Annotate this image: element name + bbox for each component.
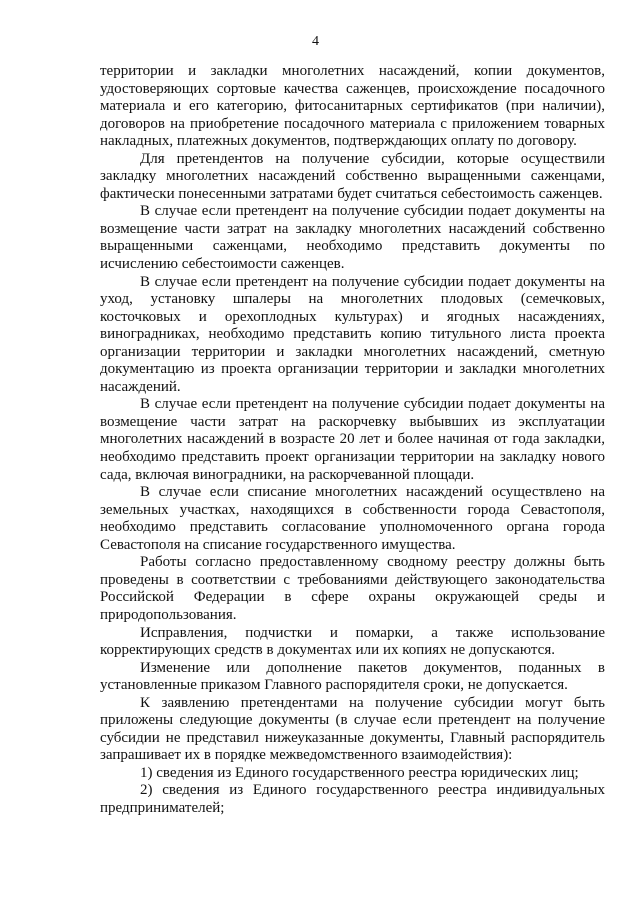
paragraph-corrections: Исправления, подчистки и помарки, а также использование корректирующих средств в документах или их копиях не допускаются. — [100, 624, 605, 659]
list-item-entrepreneurs-register: 2) сведения из Единого государственного реестра индивидуальных предпринимателей; — [100, 782, 605, 816]
paragraph-environmental-compliance: Работы согласно предоставленному сводному реестру должны быть проведены в соответствии с требованиями действующего законодательства Российской Федерации в сфере охраны окружающей среды и природопользования. — [100, 554, 605, 623]
paragraph-package-changes: Изменение или дополнение пакетов документов, поданных в установленные приказом Главного распорядителя сроки, не допускается. — [100, 659, 605, 694]
page-number: 4 — [312, 34, 319, 49]
paragraph-write-off: В случае если списание многолетних насаждений осуществлено на земельных участках, находящихся в собственности города Севастополя, необходимо представить согласование уполномоченного органа города Севастополя на списание государственного имущества. — [100, 484, 605, 553]
paragraph-own-seedlings-costs: Для претендентов на получение субсидии, которые осуществили закладку многолетних насаждений собственно выращенными саженцами, фактически понесенными затратами будет считаться себестоимость саженцев. — [100, 150, 605, 202]
paragraph-uprooting: В случае если претендент на получение субсидии подает документы на возмещение части затрат на раскорчевку выбывших из эксплуатации многолетних насаждений в возрасте 20 лет и более начиная от года закладки, необходимо представить проект организации территории на закладку нового сада, включая виноградники, на раскорчеванной площади. — [100, 396, 605, 483]
list-item-legal-entities-register: 1) сведения из Единого государственного реестра юридических лиц; — [140, 764, 579, 781]
paragraph-continuation: территории и закладки многолетних насаждений, копии документов, удостоверяющих сортовые качества саженцев, происхождение посадочного материала и его категорию, фитосанитарных сертификатов (при наличии), договоров на приобретение посадочного материала с приложением товарных накладных, платежных документов, подтверждающих оплату по договору. — [100, 63, 605, 150]
paragraph-cost-calculation: В случае если претендент на получение субсидии подает документы на возмещение части затрат на закладку многолетних насаждений собственно выращенными саженцами, необходимо представить документы по исчислению себестоимости саженцев. — [100, 203, 605, 273]
paragraph-attached-documents: К заявлению претендентами на получение субсидии могут быть приложены следующие документы (в случае если претендент на получение субсидии не представил нижеуказанные документы, Главный распорядитель запрашивает их в порядке межведомственного взаимодействия): — [100, 694, 605, 764]
paragraph-trellis-care: В случае если претендент на получение субсидии подает документы на уход, установку шпалеры на многолетних плодовых (семечковых, косточковых и орехоплодных культурах) и ягодных насаждениях, виноградниках, необходимо представить копию титульного листа проекта организации территории и закладки многолетних насаждений, сметную документацию из проекта организации территории и закладки многолетних насаждений. — [100, 273, 605, 395]
document-body — [100, 63, 605, 818]
